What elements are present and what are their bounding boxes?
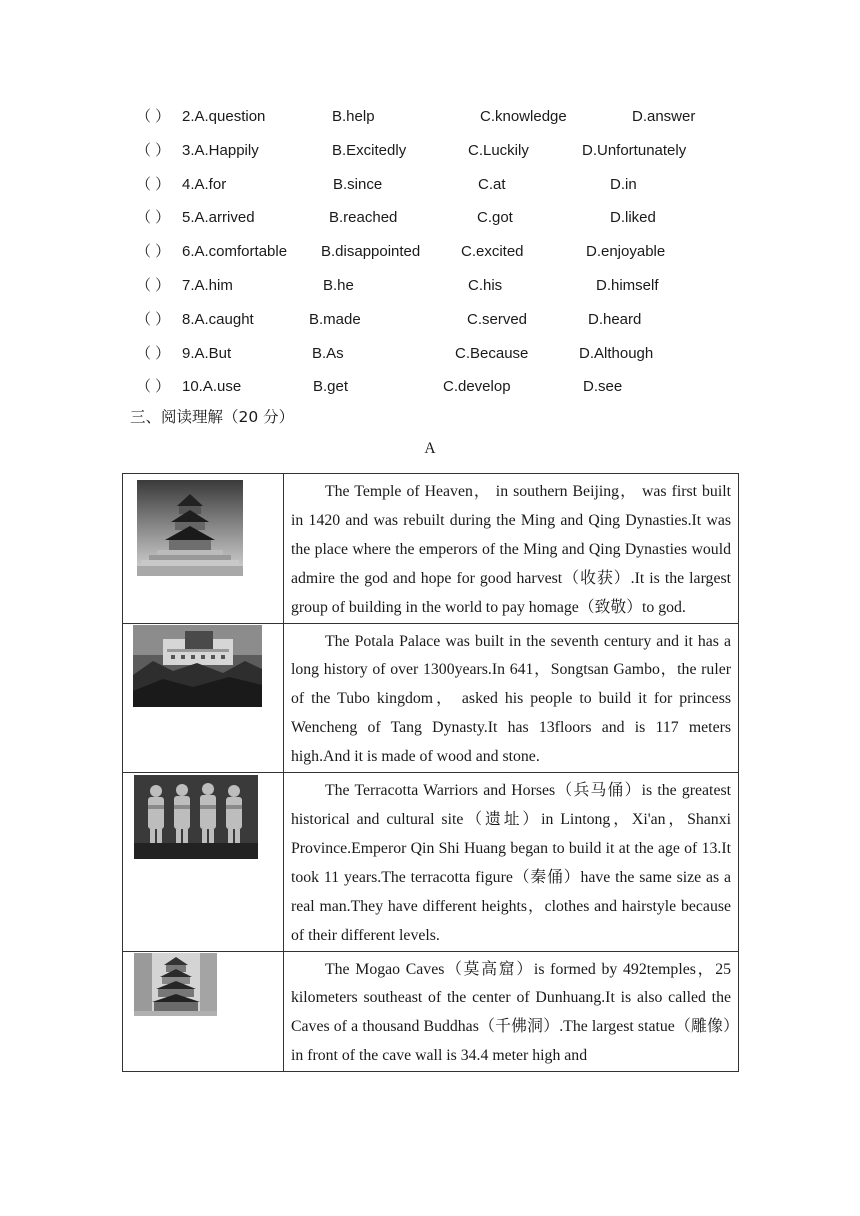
option-c: C.Luckily xyxy=(468,141,529,159)
option-b: B.disappointed xyxy=(321,243,421,261)
option-d: D.Unfortunately xyxy=(582,141,687,159)
option-c: C.served xyxy=(467,310,528,328)
answer-blank[interactable]: （ ） xyxy=(136,243,171,261)
option-c: C.Because xyxy=(455,344,529,362)
passage-text: The Mogao Caves（莫高窟）is formed by 492temples，25 kilometers southeast of the center of Dunhuang.It is also called the Caves of a thousand Buddhas（千佛洞）.The largest statue（雕像）in front of the cave wall is 34.4 meter high and xyxy=(291,960,731,1065)
option-b: B.since xyxy=(333,175,383,193)
option-d: D.enjoyable xyxy=(586,243,666,261)
option-d: D.Although xyxy=(579,344,654,362)
option-d: D.himself xyxy=(596,276,659,294)
section-title: 三、阅读理解（20 分） xyxy=(130,408,295,426)
choice-row xyxy=(130,269,770,303)
answer-blank[interactable]: （ ） xyxy=(136,209,171,227)
option-b: B.As xyxy=(312,344,344,362)
choice-row xyxy=(130,168,770,202)
terracotta-warriors-photo xyxy=(134,775,258,859)
answer-blank[interactable]: （ ） xyxy=(136,378,171,396)
option-c: C.got xyxy=(477,209,513,227)
table-row xyxy=(123,623,739,773)
option-b: B.made xyxy=(309,310,361,328)
option-b: B.help xyxy=(332,108,375,125)
passage-label: A xyxy=(424,440,436,457)
choice-list xyxy=(130,100,770,404)
table-row xyxy=(123,773,739,951)
answer-blank[interactable]: （ ） xyxy=(136,141,171,159)
choice-row xyxy=(130,303,770,337)
choice-row xyxy=(130,201,770,235)
choice-row xyxy=(130,235,770,269)
choice-row xyxy=(130,370,770,404)
answer-blank[interactable]: （ ） xyxy=(136,344,171,362)
option-a: 6.A.comfortable xyxy=(182,243,288,261)
image-cell xyxy=(123,951,284,1072)
option-a: 5.A.arrived xyxy=(182,209,255,227)
option-a: 3.A.Happily xyxy=(182,141,259,159)
option-c: C.his xyxy=(468,276,503,294)
option-c: C.excited xyxy=(461,243,524,261)
choice-row xyxy=(130,100,770,134)
temple-of-heaven-photo xyxy=(137,480,243,576)
passage-text-cell xyxy=(284,773,739,951)
option-c: C.develop xyxy=(443,378,511,396)
option-c: C.knowledge xyxy=(480,108,567,125)
table-row xyxy=(123,474,739,624)
image-cell xyxy=(123,773,284,951)
table-row xyxy=(123,951,739,1072)
passage-text: The Potala Palace was built in the seventh century and it has a long history of over 1300years.In 641，Songtsan Gambo，the ruler of the Tubo kingdom， asked his people to build it for princess Wencheng of Tang Dynasty.It has 13floors and is 117 meters high.And it is made of wood and stone. xyxy=(291,632,731,766)
option-d: D.see xyxy=(583,378,623,396)
passage-text-cell xyxy=(284,474,739,624)
image-cell xyxy=(123,474,284,624)
choice-row xyxy=(130,337,770,371)
answer-blank[interactable]: （ ） xyxy=(136,310,171,328)
passage-text-cell xyxy=(284,951,739,1072)
option-c: C.at xyxy=(478,175,506,193)
option-d: D.in xyxy=(610,175,637,193)
passage-text: The Temple of Heaven， in southern Beijing， was first built in 1420 and was rebuilt during the Ming and Qing Dynasties.It was the place where the emperors of the Ming and Qing Dynasties would admire the god and hope for good harvest（收获）.It is the largest group of building in the world to pay homage（致敬）to god. xyxy=(291,483,731,616)
choice-row xyxy=(130,134,770,168)
image-cell xyxy=(123,623,284,773)
passage-text: The Terracotta Warriors and Horses（兵马俑）is the greatest historical and cultural site（遗址）in Lintong，Xi'an，Shanxi Province.Emperor Qin Shi Huang began to build it at the age of 13.It took 11 years.The terracotta figure（秦俑）have the same size as a real man.They have different heights，clothes and hairstyle because of their different levels. xyxy=(291,782,731,944)
option-b: B.get xyxy=(313,378,349,396)
option-d: D.answer xyxy=(632,108,696,125)
option-d: D.heard xyxy=(588,310,642,328)
option-a: 10.A.use xyxy=(182,378,242,396)
option-a: 2.A.question xyxy=(182,108,266,125)
option-b: B.reached xyxy=(329,209,398,227)
option-b: B.Excitedly xyxy=(332,141,407,159)
answer-blank[interactable]: （ ） xyxy=(136,276,171,294)
option-a: 9.A.But xyxy=(182,344,232,362)
option-a: 4.A.for xyxy=(182,175,227,193)
answer-blank[interactable]: （ ） xyxy=(136,175,171,193)
mogao-caves-photo xyxy=(134,953,217,1016)
potala-palace-photo xyxy=(133,625,262,707)
option-d: D.liked xyxy=(610,209,656,227)
reading-table xyxy=(122,473,739,1072)
answer-blank[interactable]: （ ） xyxy=(136,108,171,125)
option-a: 8.A.caught xyxy=(182,310,254,328)
option-b: B.he xyxy=(323,276,354,294)
option-a: 7.A.him xyxy=(182,276,233,294)
passage-text-cell xyxy=(284,623,739,773)
